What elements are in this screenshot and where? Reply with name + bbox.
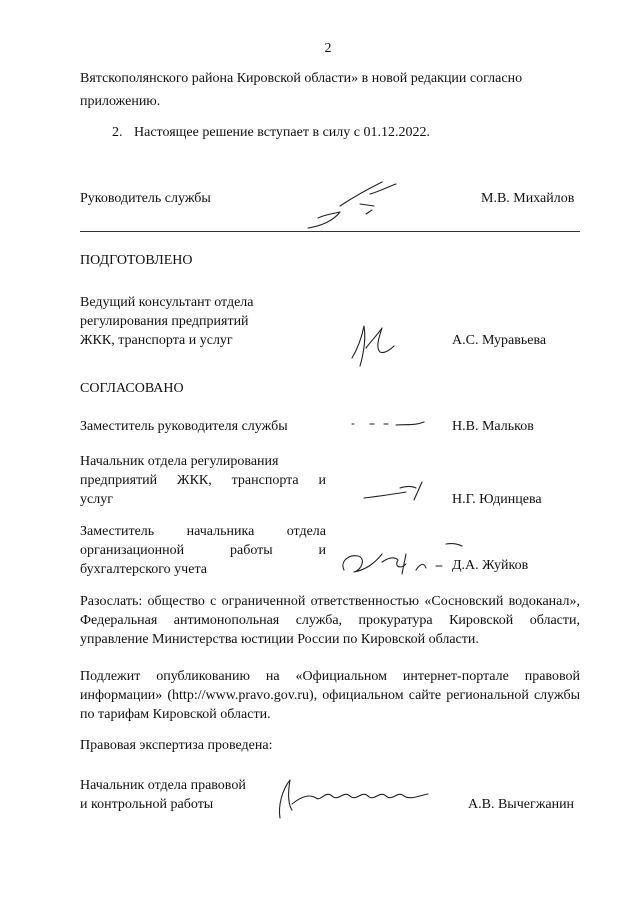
agreed-item-2-name: Н.Г. Юдинцева [452,492,542,507]
prepared-position-line-1: Ведущий консультант отдела [80,295,254,310]
agreed-item-3-position-line-2: организационной работы и [80,543,326,558]
agreed-item-2-signature [360,478,440,504]
agreed-item-1-name: Н.В. Мальков [452,419,534,434]
head-title: Руководитель службы [80,191,211,206]
agreed-item-2-position-line-1: Начальник отдела регулирования [80,454,279,469]
distribution-list: Разослать: общество с ограниченной ответственностью «Сосновский водоканал», Федеральная антимонопольная служба, прокуратура Кировской области, управление Министерства юстиции России по Кировской области. [80,594,580,647]
agreed-item-2-position-line-2: предприятий ЖКК, транспорта и [80,473,326,488]
head-name: М.В. Михайлов [481,191,575,206]
separator-line [80,231,580,232]
intro-line-1: Вятскополянского района Кировской области» в новой редакции согласно [80,71,523,86]
prepared-signature [340,318,400,374]
legal-head-position-line-1: Начальник отдела правовой [80,778,246,793]
page-number: 2 [324,41,332,56]
agreed-item-3-position-line-3: бухгалтерского учета [80,562,207,577]
agreed-item-1-signature [350,416,430,430]
legal-head-name: А.В. Вычегжанин [468,797,575,812]
intro-line-2: приложению. [80,94,161,109]
legal-head-position-line-2: и контрольной работы [80,797,214,812]
head-signature [300,176,410,234]
prepared-position-line-2: регулирования предприятий [80,314,249,329]
agreed-item-2-position-line-3: услуг [80,492,113,507]
agreed-item-3-name: Д.А. Жуйков [452,558,529,573]
legal-head-signature [258,776,442,822]
prepared-name: А.С. Муравьева [452,333,547,348]
clause-2-number: 2. [112,125,123,140]
agreed-item-1-position: Заместитель руководителя службы [80,419,288,434]
prepared-heading: ПОДГОТОВЛЕНО [80,253,193,268]
agreed-heading: СОГЛАСОВАНО [80,381,184,396]
publication-note: Подлежит опубликованию на «Официальном интернет-портале правовой информации» (http://www.pravo.gov.ru), официальном сайте региональной службы по тарифам Кировской области. [80,669,580,722]
legal-review-note: Правовая экспертиза проведена: [80,738,273,753]
prepared-position-line-3: ЖКК, транспорта и услуг [80,333,233,348]
clause-2-text: Настоящее решение вступает в силу с 01.12.2022. [134,125,430,140]
agreed-item-3-signature [336,540,456,580]
agreed-item-3-position-line-1: Заместитель начальника отдела [80,524,326,539]
